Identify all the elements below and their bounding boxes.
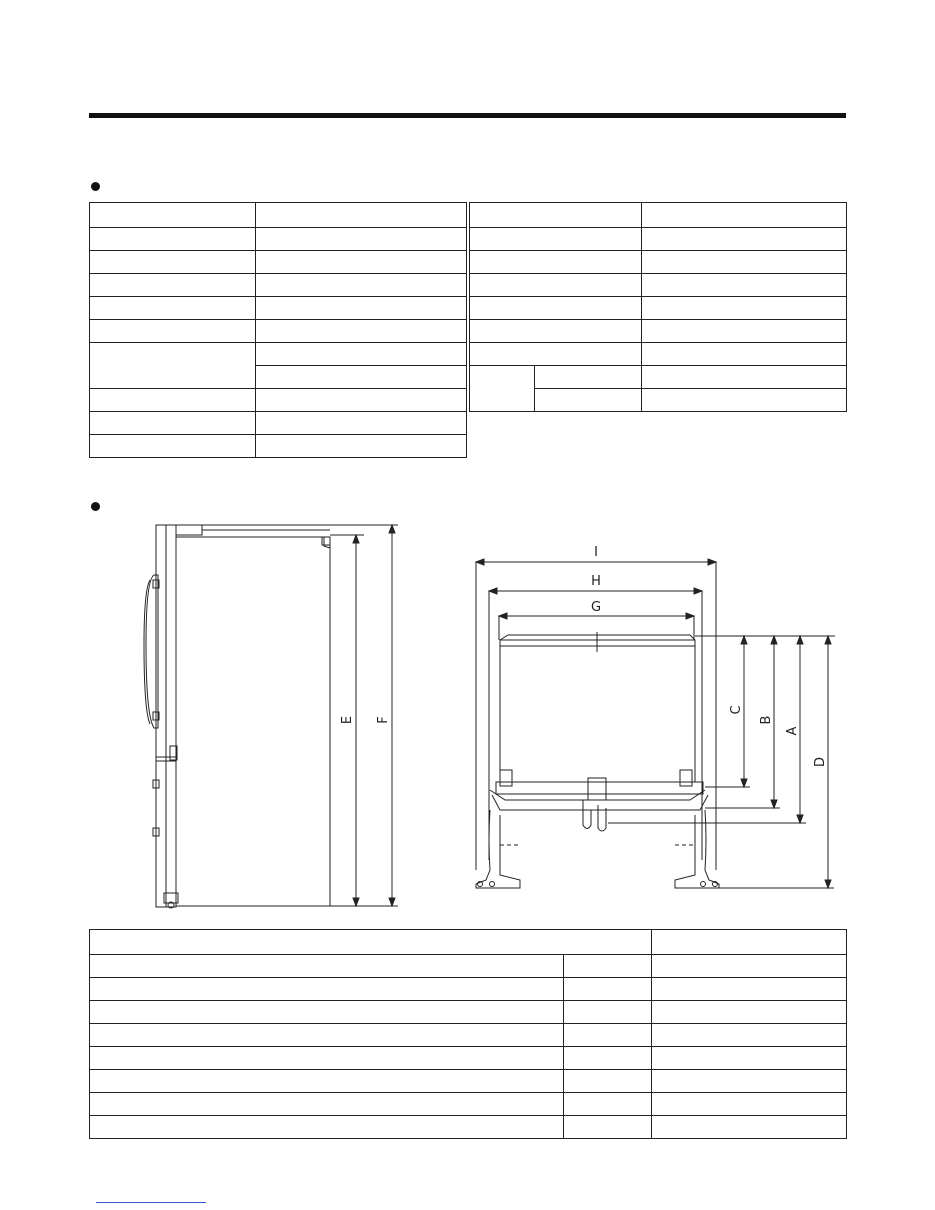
table-row — [90, 1001, 847, 1024]
dimension-label-g: G — [590, 600, 602, 615]
dimension-a-b-c-d — [608, 636, 835, 888]
dimension-label-a: A — [785, 726, 800, 736]
dimension-label-f: F — [376, 716, 391, 724]
table-row — [90, 930, 847, 955]
table-row — [90, 1070, 847, 1093]
dimension-label-e: E — [340, 715, 355, 725]
footer-link[interactable] — [96, 1202, 206, 1203]
dimension-label-d: D — [813, 756, 828, 768]
refrigerator-side-view — [144, 525, 330, 908]
dimension-label-c: C — [729, 705, 744, 715]
table-row — [90, 1093, 847, 1116]
refrigerator-top-view — [476, 632, 719, 888]
dimension-label-b: B — [759, 715, 774, 725]
dimension-e-f — [202, 525, 398, 906]
table-row — [90, 1024, 847, 1047]
dimension-label-i: I — [594, 545, 598, 560]
table-row — [90, 978, 847, 1001]
table-row — [90, 955, 847, 978]
dimension-label-h: H — [591, 574, 601, 589]
table-row — [90, 1116, 847, 1139]
table-row — [90, 1047, 847, 1070]
dimension-table — [89, 929, 847, 1139]
